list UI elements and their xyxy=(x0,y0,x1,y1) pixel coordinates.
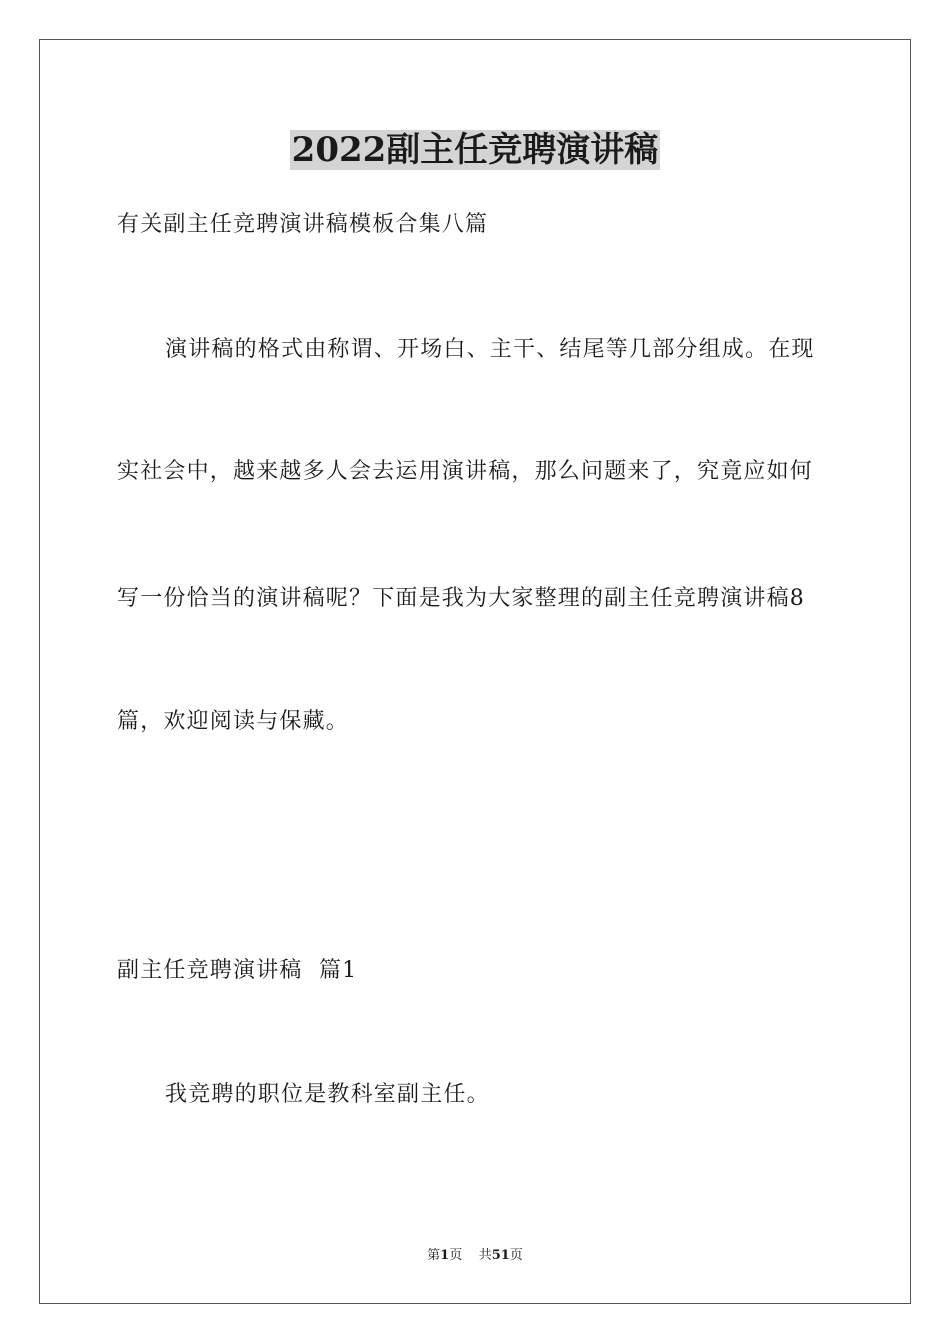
intro-line-4: 篇，欢迎阅读与保藏。 xyxy=(117,709,350,734)
body-line: 我竞聘的职位是教科室副主任。 xyxy=(165,1082,490,1107)
intro-line-2: 实社会中，越来越多人会去运用演讲稿，那么问题来了，究竟应如何 xyxy=(117,459,814,484)
document-subtitle: 有关副主任竞聘演讲稿模板合集八篇 xyxy=(117,212,489,237)
footer-total-prefix: 共 xyxy=(478,1248,492,1263)
document-title-text: 2022副主任竞聘演讲稿 xyxy=(291,130,659,170)
footer-page-suffix: 页 xyxy=(449,1248,463,1263)
intro-line-3: 写一份恰当的演讲稿呢？下面是我为大家整理的副主任竞聘演讲稿8 xyxy=(117,586,805,611)
footer-total-suffix: 页 xyxy=(509,1248,523,1263)
intro-line-1: 演讲稿的格式由称谓、开场白、主干、结尾等几部分组成。在现 xyxy=(165,337,815,362)
page-footer xyxy=(0,1246,950,1266)
footer-total-pages: 51 xyxy=(491,1248,510,1263)
footer-page-prefix: 第 xyxy=(427,1248,441,1263)
document-title xyxy=(0,125,950,175)
section-heading: 副主任竞聘演讲稿 篇1 xyxy=(117,958,358,983)
footer-page-number: 1 xyxy=(440,1248,450,1263)
